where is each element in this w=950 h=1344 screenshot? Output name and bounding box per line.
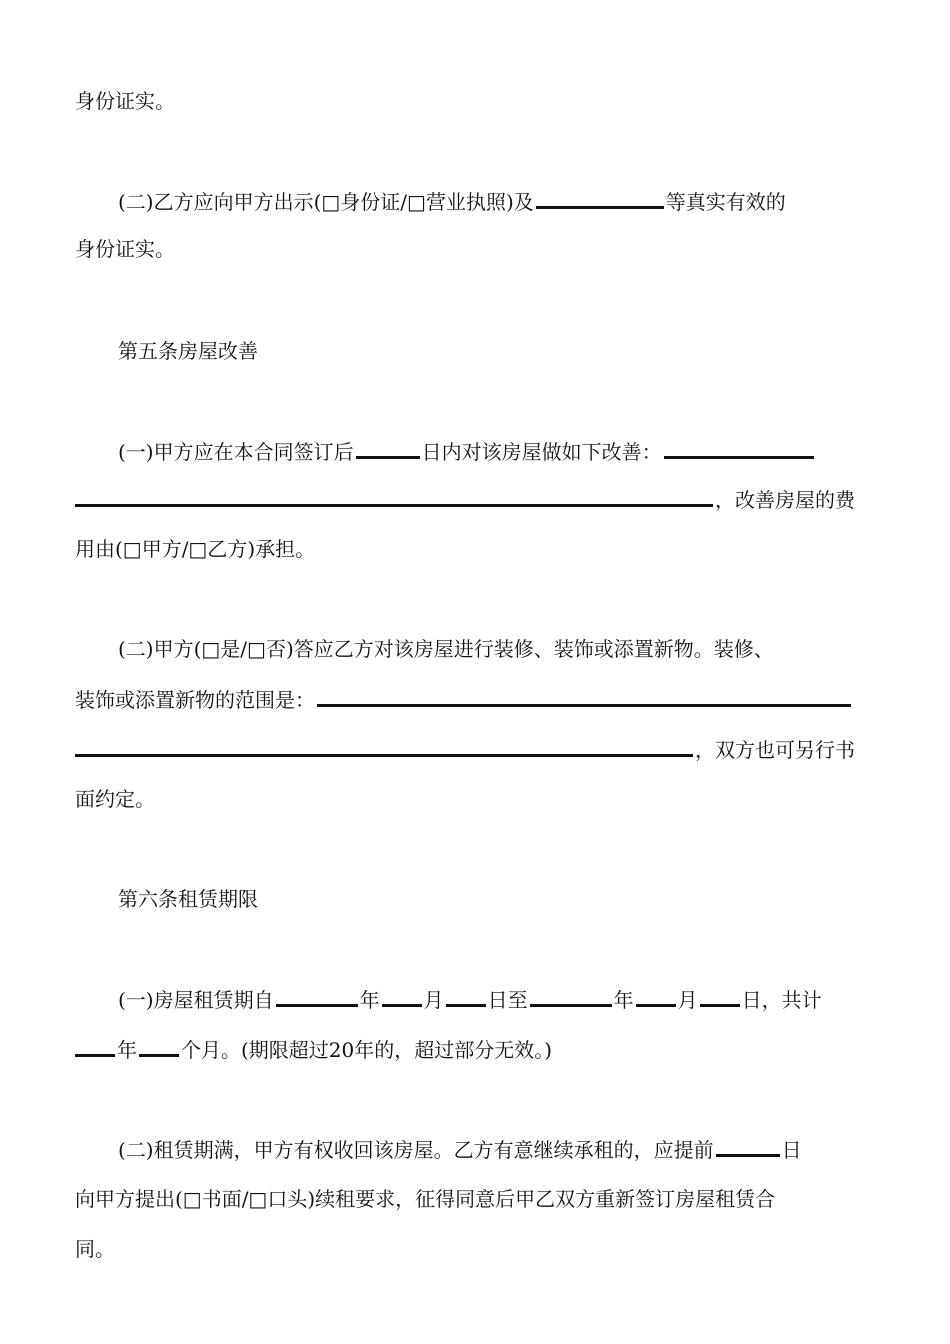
text-segment: (一)房屋租赁期自: [118, 988, 274, 1012]
text-segment: 向甲方提出(□书面/□口头)续租要求，征得同意后甲乙双方重新签订房屋租赁合: [75, 1187, 776, 1211]
heading-text: 第六条租赁期限: [118, 887, 258, 911]
text-segment: 日，共计: [741, 988, 822, 1012]
clause-5-2-line-3: [75, 734, 877, 764]
fill-in-blank[interactable]: [356, 436, 420, 459]
article-5-heading: [118, 336, 877, 366]
clause-5-1-line-2: [75, 484, 877, 514]
text-segment: 日: [781, 1138, 802, 1162]
fill-in-blank[interactable]: [530, 984, 612, 1007]
clause-6-1-line-1: [118, 984, 877, 1014]
heading-text: 第五条房屋改善: [118, 339, 258, 363]
text-segment: (一)甲方应在本合同签订后: [118, 440, 354, 464]
fill-in-blank[interactable]: [276, 984, 358, 1007]
text-segment: 身份证实。: [75, 237, 175, 261]
fill-in-blank[interactable]: [75, 484, 713, 507]
text-segment: 日至: [487, 988, 528, 1012]
text-segment: ，改善房屋的费: [715, 488, 855, 512]
text-segment: 年: [613, 988, 634, 1012]
text-line: [75, 86, 877, 116]
clause-6-1-line-2: [75, 1034, 877, 1064]
fill-in-blank[interactable]: [716, 1134, 780, 1157]
text-segment: 月: [423, 988, 444, 1012]
fill-in-blank[interactable]: [75, 734, 693, 757]
text-segment: 月: [677, 988, 698, 1012]
fill-in-blank[interactable]: [664, 436, 814, 459]
clause-6-2-line-3: [75, 1234, 877, 1264]
article-6-heading: [118, 884, 877, 914]
clause-4-2-line-2: [75, 234, 877, 264]
text-segment: 面约定。: [75, 787, 155, 811]
text-segment: 同。: [75, 1237, 115, 1261]
text-segment: 用由(□甲方/□乙方)承担。: [75, 537, 316, 561]
text-segment: (二)甲方(□是/□否)答应乙方对该房屋进行装修、装饰或添置新物。装修、: [118, 637, 774, 661]
clause-5-2-line-2: [75, 684, 877, 714]
fill-in-blank[interactable]: [382, 984, 422, 1007]
clause-4-2-line-1: [118, 186, 877, 216]
clause-6-2-line-2: [75, 1184, 877, 1214]
fill-in-blank[interactable]: [446, 984, 486, 1007]
text-segment: 年: [359, 988, 380, 1012]
fill-in-blank[interactable]: [139, 1034, 179, 1057]
text-segment: 年: [117, 1038, 137, 1062]
fill-in-blank[interactable]: [536, 186, 664, 209]
text-segment: 等真实有效的: [665, 190, 786, 214]
fill-in-blank[interactable]: [317, 684, 851, 707]
text-segment: 日内对该房屋做如下改善：: [421, 440, 662, 464]
clause-5-2-line-1: [118, 634, 877, 664]
text-segment: 装饰或添置新物的范围是：: [75, 688, 315, 712]
text-segment: 个月。(期限超过20年的，超过部分无效。): [181, 1038, 553, 1062]
fill-in-blank[interactable]: [75, 1034, 115, 1057]
clause-5-1-line-1: [118, 436, 877, 466]
fill-in-blank[interactable]: [700, 984, 740, 1007]
text-segment: (二)乙方应向甲方出示(□身份证/□营业执照)及: [118, 190, 534, 214]
clause-5-2-line-4: [75, 784, 877, 814]
text-segment: 身份证实。: [75, 89, 175, 113]
clause-5-1-line-3: [75, 534, 877, 564]
text-segment: (二)租赁期满，甲方有权收回该房屋。乙方有意继续承租的，应提前: [118, 1138, 714, 1162]
fill-in-blank[interactable]: [636, 984, 676, 1007]
clause-6-2-line-1: [118, 1134, 877, 1164]
text-segment: ，双方也可另行书: [695, 738, 855, 762]
